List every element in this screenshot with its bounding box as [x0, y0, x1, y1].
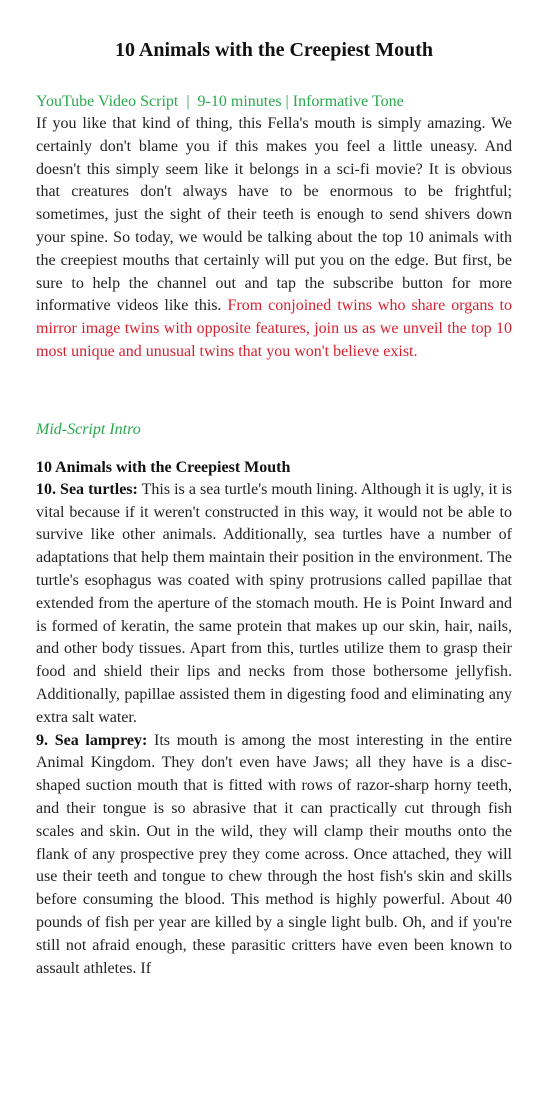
section-title: 10 Animals with the Creepiest Mouth [36, 458, 291, 476]
item-text: This is a sea turtle's mouth lining. Although it is ugly, it is vital because if it weren't constructed in this way, it would not be able to survive like other animals. Additionally, sea turtles have a number of adaptations that help them maintain their position in the environment. The turtle's esophagus was coated with spiny protrusions called papillae that extended from the aperture of the stomach mouth. He is Point Inward and is formed of keratin, the same protein that makes up our skin, hair, nails, and other body tissues. Apart from this, turtles utilize them to grasp their food and shield their lips and necks from those bothersome jellyfish. Additionally, papillae assisted them in digesting food and eliminating any extra salt water. [36, 480, 512, 726]
script-type: YouTube Video Script [36, 93, 179, 110]
meta-separator: | [186, 93, 190, 110]
intro-text: If you like that kind of thing, this Fella's mouth is simply amazing. We certainly don't blame you if this makes you feel a little uneasy. And doesn't this simply seem like it belongs in a sci-fi movie? It is obvious that creatures don't always have to be enormous to be frightful; sometimes, just the sight of their teeth is enough to send shivers down your spine. So today, we would be talking about the top 10 animals with the creepiest mouths that certainly will put you on the edge. But first, be sure to help the channel out and tap the subscribe button for more informative videos like this. [36, 115, 512, 315]
script-meta [36, 91, 512, 113]
list-item-sea-turtles [36, 479, 512, 730]
item-heading: 9. Sea lamprey: [36, 731, 148, 749]
intro-paragraph [36, 113, 512, 364]
list-item-sea-lamprey [36, 730, 512, 981]
section-label: Mid-Script Intro [36, 420, 141, 438]
item-heading: 10. Sea turtles: [36, 480, 138, 498]
item-text: Its mouth is among the most interesting in the entire Animal Kingdom. They don't even have Jaws; all they have is a disc-shaped suction mouth that is fitted with rows of razor-sharp horny teeth, and their tongue is so abrasive that it can practically cut through fish scales and skin. Out in the wild, they will clamp their mouths onto the flank of any prospective prey they come across. Once attached, they will use their teeth and tongue to chew through the host fish's skin and skills before consuming the blood. This method is highly powerful. About 40 pounds of fish per year are killed by a single light bulb. Oh, and if you're still not afraid enough, these parasitic critters have even been known to assault athletes. If [36, 731, 512, 977]
document-title: 10 Animals with the Creepiest Mouth [115, 39, 433, 61]
intro-highlight: From conjoined twins who share organs to mirror image twins with opposite features, join us as we unveil the top 10 most unique and unusual twins that you won't believe exist. [36, 297, 513, 360]
document-page [36, 36, 512, 980]
script-details: 9-10 minutes | Informative Tone [197, 93, 404, 110]
